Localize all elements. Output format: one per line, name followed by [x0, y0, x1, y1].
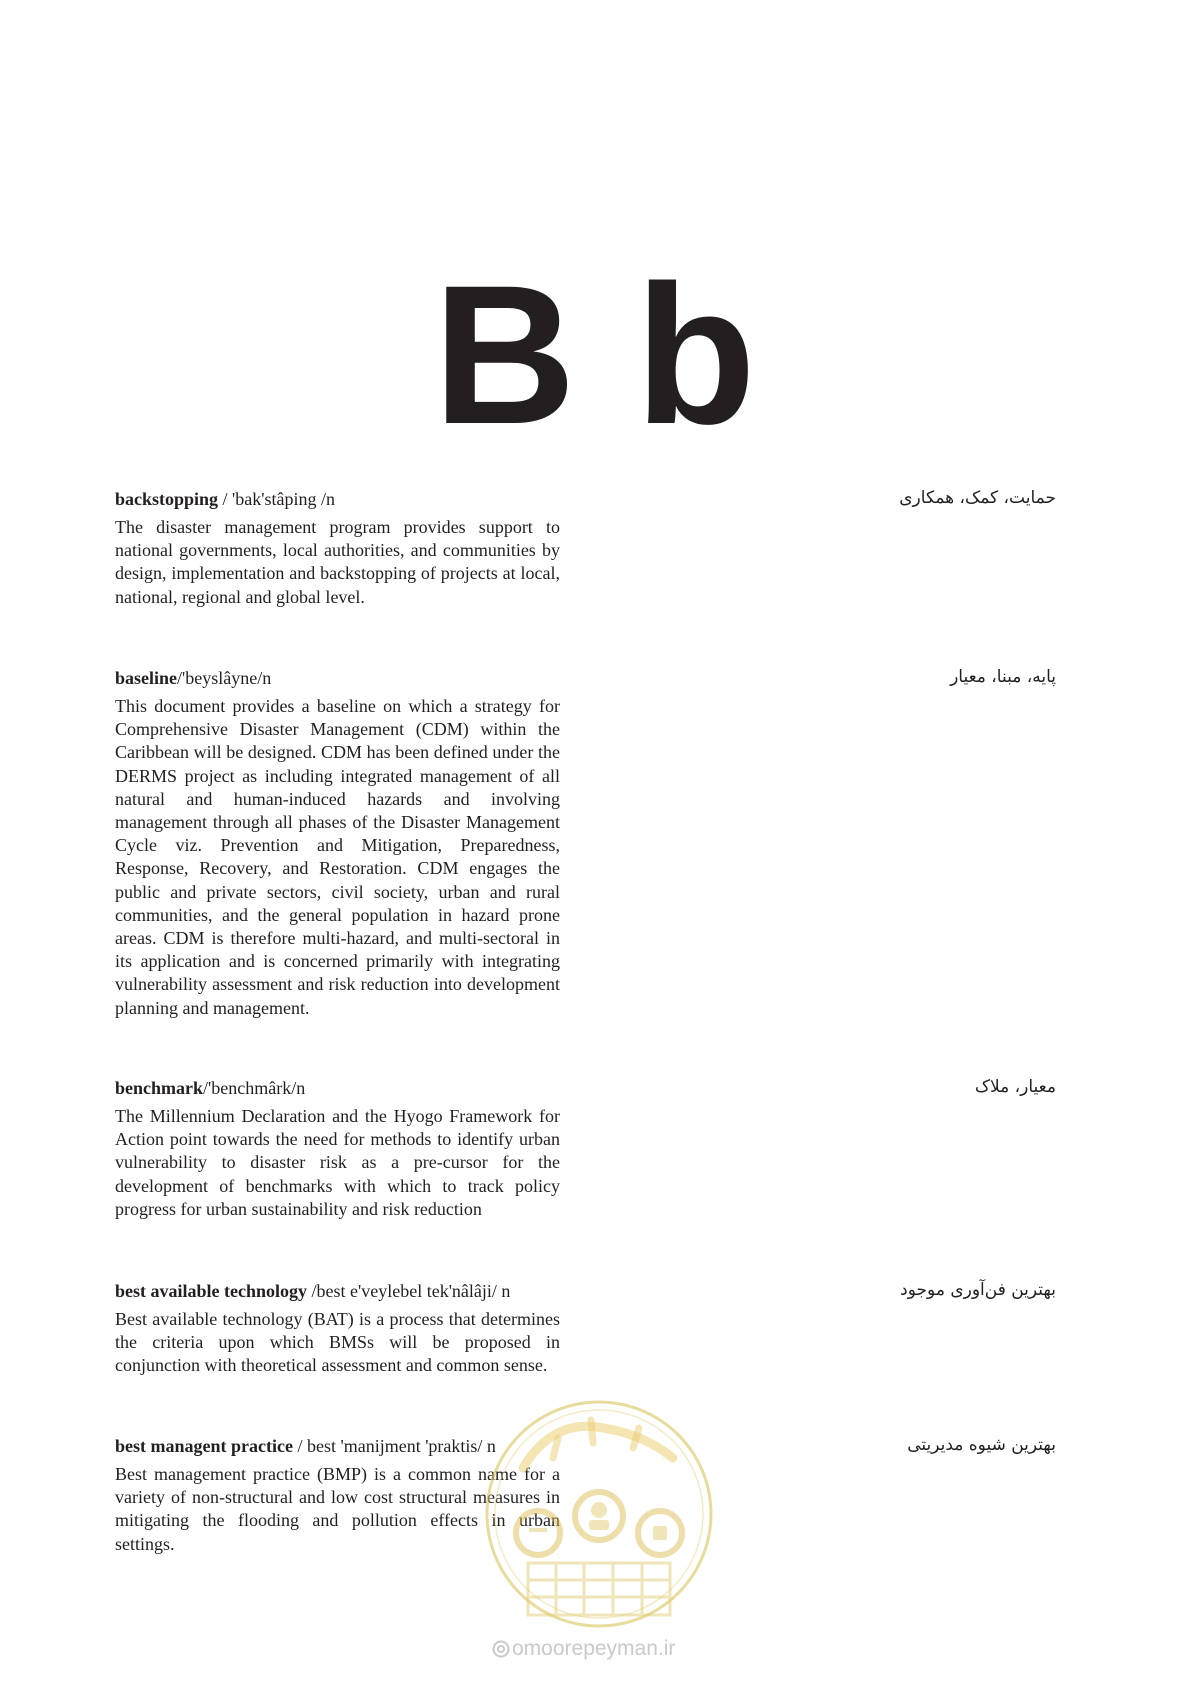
term-line	[115, 1077, 560, 1099]
glossary-entry	[115, 667, 560, 1020]
pronunciation: / 'bak'stâping /n	[218, 489, 336, 509]
watermark-url	[492, 1637, 722, 1661]
persian-translation: حمایت، کمک، همکاری	[899, 488, 1056, 508]
definition: This document provides a baseline on which a strategy for Comprehensive Disaster Management (CDM) within the Caribbean will be designed. CDM has been defined under the DERMS project as including integrated management of all natural and human-induced hazards and involving management through all phases of the Disaster Management Cycle viz. Prevention and Mitigation, Preparedness, Response, Recovery, and Restoration. CDM engages the public and private sectors, civil society, urban and rural communities, and the general population in hazard prone areas. CDM is therefore multi-hazard, and multi-sectoral in its application and is concerned primarily with integrating vulnerability assessment and risk reduction into development planning and management.	[115, 696, 560, 1018]
definition: The Millennium Declaration and the Hyogo Framework for Action point towards the need for methods to identify urban vulnerability to disaster risk as a pre-cursor for the development of benchmarks with which to track policy progress for urban sustainability and risk reduction	[115, 1106, 560, 1219]
persian-translation: بهترین فن‌آوری موجود	[900, 1280, 1056, 1300]
pronunciation: /'benchmârk/n	[203, 1078, 306, 1098]
at-icon	[492, 1640, 510, 1658]
term-line	[115, 667, 560, 689]
watermark-seal-logo	[483, 1398, 715, 1636]
term: backstopping	[115, 489, 219, 509]
watermark-url-text: omoorepeyman.ir	[512, 1637, 676, 1660]
definition: The disaster management program provides support to national governments, local authorities, and communities by design, implementation and backstopping of projects at local, national, regional and global level.	[115, 517, 560, 607]
term: benchmark	[115, 1078, 204, 1098]
term: best available technology	[115, 1281, 307, 1301]
term-line	[115, 1280, 560, 1302]
glossary-entry	[115, 1280, 560, 1378]
pronunciation: /'beyslâyne/n	[177, 668, 272, 688]
pronunciation: /best e'veylebel tek'nâlâji/ n	[307, 1281, 511, 1301]
term: best managent practice	[115, 1436, 293, 1456]
term-line	[115, 488, 560, 510]
persian-translation: پایه، مبنا، معیار	[950, 667, 1056, 687]
glossary-entry	[115, 1077, 560, 1221]
definition: Best management practice (BMP) is a common name for a variety of non-structural and low cost structural measures in mitigating the flooding and pollution effects in urban settings.	[115, 1464, 560, 1554]
glossary-entry	[115, 488, 560, 609]
persian-translation: معیار، ملاک	[974, 1077, 1056, 1097]
pronunciation: / best 'manijment 'praktis/ n	[292, 1436, 496, 1456]
definition: Best available technology (BAT) is a process that determines the criteria upon which BMSs will be proposed in conjunction with theoretical assessment and common sense.	[115, 1309, 560, 1376]
persian-translation: بهترین شیوه مدیریتی	[907, 1435, 1056, 1455]
term: baseline	[115, 668, 178, 688]
section-letter-heading: B b	[433, 244, 758, 465]
